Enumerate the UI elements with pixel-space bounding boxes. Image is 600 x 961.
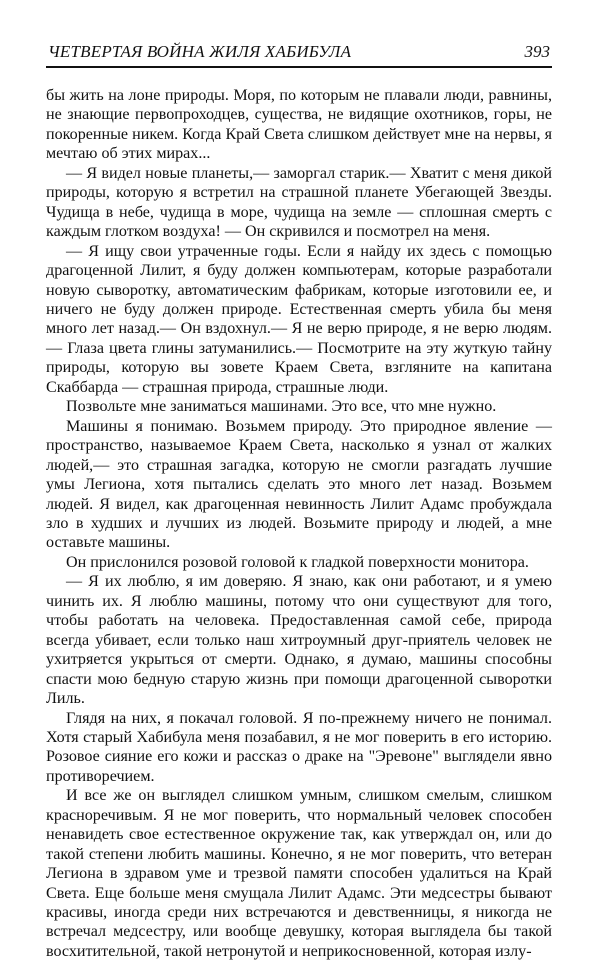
paragraph: Глядя на них, я покачал головой. Я по-прежнему ничего не понимал. Хотя старый Хабибула меня позабавил, я не мог поверить в его историю. Розовое сияние его кожи и рассказ о драке на "Эревоне" выглядели явно противоречием. bbox=[46, 709, 552, 785]
paragraph: Позвольте мне заниматься машинами. Это все, что мне нужно. bbox=[66, 398, 497, 416]
paragraph: И все же он выглядел слишком умным, слишком смелым, слишком красноречивым. Я не мог поверить, что нормальный человек способен ненавидеть свое естественное окружение так, как утверждал он, или до такой степени любить машины. Конечно, я не мог поверить, что ветеран Легиона в здравом уме и трезвой памяти способен удалиться на Край Света. Еще больше меня смущала Лилит Адамс. Эти медсестры бывают красивы, иногда среди них встречаются и девственницы, я никогда не встречал медсестру, или вообще девушку, которая выглядела бы такой восхитительной, такой нетронутой и неприкосновенной, которая излу- bbox=[46, 787, 552, 960]
paragraph: Машины я понимаю. Возьмем природу. Это природное явление — пространство, называемое Краем Света, насколько я узнал от жалких людей,— это страшная загадка, которую не смогли разгадать лучшие умы Легиона, хотя пытались сделать это много лет назад. Возьмем людей. Я видел, как драгоценная невинность Лилит Адамс пробуждала зло в худших и лучших из людей. Возьмите природу и людей, а мне оставьте машины. bbox=[46, 417, 552, 552]
book-page bbox=[46, 40, 552, 961]
body-text bbox=[46, 86, 552, 961]
paragraph: — Я ищу свои утраченные годы. Если я найду их здесь с помощью драгоценной Лилит, я буду должен компьютерам, которые разработали новую сыворотку, автоматическим фабрикам, которые изготовили ее, и ничего не буду должен природе. Естественная смерть убила бы меня много лет назад.— Он вздохнул.— Я не верю природе, я не верю людям.— Глаза цвета глины затуманились.— Посмотрите на эту жуткую тайну природы, которую вы зовете Краем Света, взгляните на капитана Скаббарда — страшная природа, страшные люди. bbox=[46, 242, 552, 396]
paragraph: бы жить на лоне природы. Моря, по которым не плавали люди, равнины, не знающие первопроходцев, существа, не видящие охотников, горы, не покоренные никем. Когда Край Света слишком действует мне на нервы, я мечтаю об этих мирах... bbox=[46, 87, 552, 163]
paragraph: — Я видел новые планеты,— заморгал старик.— Хватит с меня дикой природы, которую я встретил на страшной планете Убегающей Звезды. Чудища в небе, чудища в море, чудища на земле — сплошная смерть с каждым глотком воздуха! — Он скривился и посмотрел на меня. bbox=[46, 164, 552, 241]
running-header bbox=[46, 40, 552, 68]
running-title: ЧЕТВЕРТАЯ ВОЙНА ЖИЛЯ ХАБИБУЛА bbox=[48, 42, 352, 61]
paragraph: — Я их люблю, я им доверяю. Я знаю, как они работают, и я умею чинить их. Я люблю машины, потому что они существуют для того, чтобы работать на человека. Предоставленная самой себе, природа всегда убивает, если только наш хитроумный друг-приятель человек не ухитряется укрыться от смерти. Однако, я думаю, машины способны спасти мою бедную старую жизнь при помощи драгоценной сыворотки Лиль. bbox=[46, 573, 552, 708]
page-number: 393 bbox=[524, 42, 550, 61]
paragraph: Он прислонился розовой головой к гладкой поверхности монитора. bbox=[66, 553, 529, 571]
